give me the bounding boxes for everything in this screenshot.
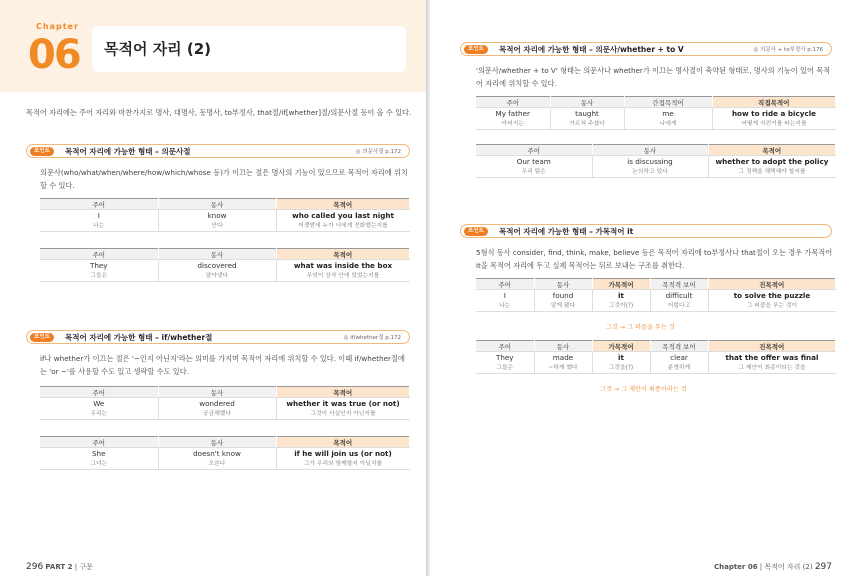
chapter-header bbox=[0, 0, 426, 92]
section-bar-3 bbox=[460, 42, 832, 56]
col-header: 가목적어 bbox=[592, 279, 650, 290]
cell-kr: 그들은 bbox=[90, 272, 108, 279]
cell-en: what was inside the box bbox=[293, 260, 393, 270]
col-header: 동사 bbox=[592, 145, 708, 156]
cell-kr: 궁금해했다 bbox=[203, 410, 231, 417]
cell-kr: 그것이 사실인지 아닌지를 bbox=[310, 410, 376, 417]
col-header: 동사 bbox=[550, 97, 624, 108]
part-label: PART 2 bbox=[45, 563, 73, 571]
table-row bbox=[476, 290, 836, 312]
page-ref: ◎ 의문사절 p.172 bbox=[355, 149, 401, 155]
table-row bbox=[40, 448, 410, 470]
col-header: 주어 bbox=[40, 387, 158, 398]
col-header: 목적어 bbox=[708, 145, 836, 156]
point-tag: 포인트 bbox=[30, 147, 54, 156]
cell-en: My father bbox=[495, 108, 530, 118]
chapter-number: 06 bbox=[28, 32, 80, 78]
cell-en: She bbox=[91, 448, 106, 458]
col-header: 주어 bbox=[40, 437, 158, 448]
table-row bbox=[40, 260, 410, 282]
col-header: 목적어 bbox=[276, 249, 410, 260]
cell-en: They bbox=[495, 352, 514, 362]
col-header: 목적격 보어 bbox=[650, 279, 708, 290]
col-header: 주어 bbox=[476, 97, 550, 108]
table-row bbox=[476, 156, 836, 178]
cell-kr: 그녀는 bbox=[90, 460, 108, 467]
chapter-title: 목적어 자리 (2) bbox=[104, 40, 212, 58]
col-header: 목적어 bbox=[276, 199, 410, 210]
cell-en: who called you last night bbox=[292, 210, 394, 220]
cell-kr: 가르쳐 주셨다 bbox=[569, 120, 605, 127]
cell-kr: 아버지는 bbox=[501, 120, 524, 127]
chapter-name: 목적어 자리 (2) bbox=[764, 563, 813, 571]
cell-kr: 그들은 bbox=[496, 364, 514, 371]
cell-en: Our team bbox=[516, 156, 551, 166]
table-row bbox=[40, 398, 410, 420]
point-tag: 포인트 bbox=[464, 45, 488, 54]
cell-en: We bbox=[93, 398, 105, 408]
cell-kr: 나는 bbox=[499, 302, 511, 309]
annotation-note: 그것 → 그 퍼즐을 푸는 것 bbox=[606, 324, 675, 331]
cell-en: doesn't know bbox=[193, 448, 241, 458]
col-header: 동사 bbox=[158, 437, 276, 448]
cell-kr: 그것이(?) bbox=[608, 302, 634, 309]
col-header: 주어 bbox=[40, 199, 158, 210]
cell-kr: 어떻게 자전거를 타는지를 bbox=[741, 120, 807, 127]
example-table bbox=[476, 144, 836, 178]
cell-kr: 분명하게 bbox=[667, 364, 691, 371]
page-ref: ◎ if/whether절 p.172 bbox=[343, 335, 401, 341]
cell-kr: 우리는 bbox=[90, 410, 108, 417]
col-header: 주어 bbox=[476, 145, 592, 156]
left-page bbox=[0, 0, 426, 576]
chapter-label: Chapter bbox=[36, 22, 79, 31]
col-header: 주어 bbox=[40, 249, 158, 260]
cell-en: if he will join us (or not) bbox=[294, 448, 392, 458]
cell-kr: 어젯밤에 누가 너에게 전화했는지를 bbox=[298, 222, 388, 229]
example-table bbox=[476, 96, 836, 130]
cell-kr: 안다 bbox=[211, 222, 223, 229]
cell-kr: 나에게 bbox=[659, 120, 677, 127]
section-bar-2 bbox=[26, 330, 410, 344]
section-bar-1 bbox=[26, 144, 410, 158]
col-header: 주어 bbox=[476, 279, 534, 290]
right-page bbox=[430, 0, 856, 576]
example-table bbox=[40, 248, 410, 282]
page-number: 297 bbox=[814, 562, 832, 572]
cell-kr: 무엇이 상자 안에 있었는지를 bbox=[306, 272, 380, 279]
cell-en: whether it was true (or not) bbox=[286, 398, 400, 408]
example-table bbox=[40, 386, 410, 420]
chapter-label: Chapter 06 bbox=[713, 563, 758, 571]
example-table bbox=[476, 340, 836, 374]
section-desc: if나 whether가 이끄는 절은 '~인지 아닌지'라는 의미를 가지며 목적어 자리에 위치할 수 있다. 이때 if/whether절에는 'or ~'를 사용할 수도 있고 생략할 수도 있다. bbox=[40, 354, 405, 376]
part-name: 구문 bbox=[79, 563, 93, 571]
col-header: 동사 bbox=[158, 199, 276, 210]
section-bar-4 bbox=[460, 224, 832, 238]
cell-kr: 그 퍼즐을 푸는 것이 bbox=[746, 302, 798, 309]
example-table bbox=[40, 436, 410, 470]
cell-kr: 나는 bbox=[93, 222, 105, 229]
table-row bbox=[476, 352, 836, 374]
section-title: 목적어 자리에 가능한 형태 – if/whether절 bbox=[65, 333, 213, 342]
col-header: 동사 bbox=[534, 341, 592, 352]
cell-kr: 그 정책을 채택해야 할지를 bbox=[738, 168, 806, 175]
cell-kr: 그 제안이 최종이라는 것을 bbox=[738, 364, 806, 371]
cell-kr: 알게 됐다 bbox=[550, 302, 576, 309]
cell-en: to solve the puzzle bbox=[733, 290, 811, 300]
col-header: 진목적어 bbox=[708, 341, 836, 352]
col-header: 목적격 보어 bbox=[650, 341, 708, 352]
cell-kr: 어렵다고 bbox=[667, 302, 691, 309]
cell-en: how to ride a bicycle bbox=[731, 108, 817, 118]
cell-kr: 그것을(?) bbox=[608, 364, 634, 371]
cell-en: clear bbox=[670, 352, 688, 362]
cell-kr: ~하게 했다 bbox=[548, 364, 578, 371]
col-header: 가목적어 bbox=[592, 341, 650, 352]
col-header: 진목적어 bbox=[708, 279, 836, 290]
cell-en: it bbox=[618, 290, 624, 300]
annotation-note: 그것 → 그 제안이 최종이라는 것 bbox=[600, 386, 687, 393]
cell-en: found bbox=[552, 290, 574, 300]
cell-en: difficult bbox=[665, 290, 693, 300]
cell-en: wondered bbox=[199, 398, 235, 408]
intro-paragraph: 목적어 자리에는 주어 자리와 마찬가지로 명사, 대명사, 동명사, to부정사, that절/if[whether]절/의문사절 등이 올 수 있다. bbox=[26, 108, 412, 117]
cell-en: They bbox=[89, 260, 108, 270]
example-table bbox=[476, 278, 836, 312]
col-header: 동사 bbox=[158, 387, 276, 398]
cell-en: know bbox=[207, 210, 227, 220]
col-header: 목적어 bbox=[276, 387, 410, 398]
col-header: 주어 bbox=[476, 341, 534, 352]
section-title: 목적어 자리에 가능한 형태 – 가목적어 it bbox=[499, 227, 634, 236]
col-header: 동사 bbox=[534, 279, 592, 290]
col-header: 직접목적어 bbox=[712, 97, 836, 108]
section-desc: 의문사(who/what/when/where/how/which/whose 등)가 이끄는 절은 명사의 기능이 있으므로 목적어 자리에 위치할 수 있다. bbox=[40, 168, 408, 190]
chapter-title-box bbox=[92, 26, 406, 72]
cell-en: me bbox=[662, 108, 674, 118]
cell-en: whether to adopt the policy bbox=[715, 156, 829, 166]
page-footer-left: 296 PART 2 | 구문 bbox=[26, 562, 93, 572]
point-tag: 포인트 bbox=[30, 333, 54, 342]
cell-en: it bbox=[618, 352, 624, 362]
example-table bbox=[40, 198, 410, 232]
col-header: 동사 bbox=[158, 249, 276, 260]
cell-kr: 논의하고 있다 bbox=[632, 168, 668, 175]
col-header: 간접목적어 bbox=[624, 97, 712, 108]
section-title: 목적어 자리에 가능한 형태 – 의문사절 bbox=[65, 147, 191, 156]
cell-en: I bbox=[97, 210, 100, 220]
cell-kr: 알아냈다 bbox=[205, 272, 229, 279]
cell-en: discovered bbox=[197, 260, 237, 270]
cell-kr: 모른다 bbox=[208, 460, 226, 467]
cell-en: taught bbox=[575, 108, 599, 118]
section-desc: 5형식 동사 consider, find, think, make, believe 등은 목적어 자리에 to부정사나 that절이 오는 경우 가목적어 it을 목적어 자리에 두고 실제 목적어는 뒤로 보내는 구조를 취한다. bbox=[476, 248, 833, 270]
page-footer-right: Chapter 06 | 목적어 자리 (2) 297 bbox=[713, 562, 832, 572]
cell-kr: 우리 팀은 bbox=[521, 168, 546, 175]
cell-en: is discussing bbox=[627, 156, 673, 166]
col-header: 목적어 bbox=[276, 437, 410, 448]
point-tag: 포인트 bbox=[464, 227, 488, 236]
table-row bbox=[40, 210, 410, 232]
cell-kr: 그가 우리와 함께할지 아닐지를 bbox=[303, 460, 383, 467]
section-desc: '의문사/whether + to V' 형태는 의문사나 whether가 이끄는 명사절이 축약된 형태로, 명사의 기능이 있어 목적어 자리에 위치할 수 있다. bbox=[476, 66, 831, 88]
cell-en: I bbox=[503, 290, 506, 300]
cell-en: that the offer was final bbox=[725, 352, 819, 362]
page-ref: ◎ 의문사 + to부정사 p.176 bbox=[753, 47, 823, 53]
section-title: 목적어 자리에 가능한 형태 – 의문사/whether + to V bbox=[499, 45, 684, 54]
page-number: 296 bbox=[26, 562, 44, 572]
table-row bbox=[476, 108, 836, 130]
cell-en: made bbox=[552, 352, 574, 362]
